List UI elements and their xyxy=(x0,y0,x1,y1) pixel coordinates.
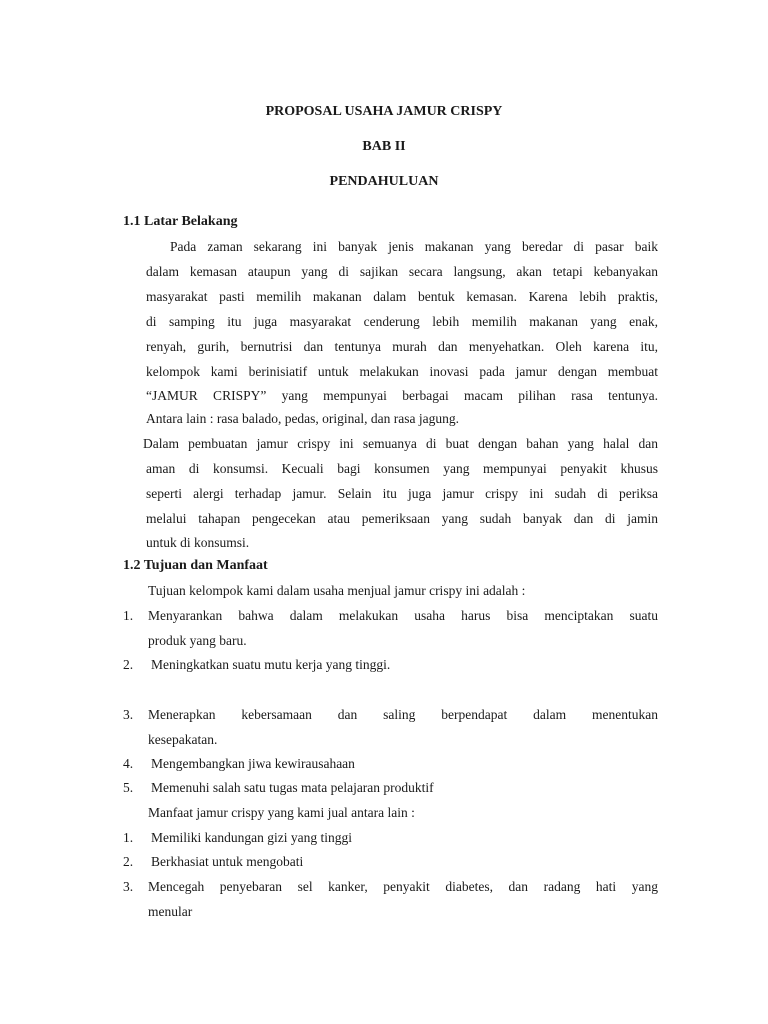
list-item-continuation: produk yang baru. xyxy=(148,633,247,648)
paragraph-line: untuk di konsumsi. xyxy=(146,535,250,550)
section-heading-tujuan-manfaat: 1.2 Tujuan dan Manfaat xyxy=(123,558,268,573)
document-title: PROPOSAL USAHA JAMUR CRISPY xyxy=(265,104,503,119)
list-number: 2. xyxy=(123,854,134,869)
paragraph-line: dalam kemasan ataupun yang di sajikan secara langsung, akan tetapi kebanyakan xyxy=(146,264,658,279)
chapter-label: BAB II xyxy=(362,139,406,154)
paragraph-line: aman di konsumsi. Kecuali bagi konsumen yang mempunyai penyakit khusus xyxy=(146,461,658,476)
paragraph-line: di samping itu juga masyarakat cenderung lebih memilih makanan yang enak, xyxy=(146,314,658,329)
list-item: Memenuhi salah satu tugas mata pelajaran produktif xyxy=(151,780,434,795)
list-number: 3. xyxy=(123,707,134,722)
paragraph-line: “JAMUR CRISPY” yang mempunyai berbagai macam pilihan rasa tentunya. xyxy=(146,388,658,403)
list-item: Berkhasiat untuk mengobati xyxy=(151,854,304,869)
list-item-continuation: menular xyxy=(148,904,193,919)
paragraph-line: masyarakat pasti memilih makanan dalam bentuk kemasan. Karena lebih praktis, xyxy=(146,289,658,304)
paragraph-line: renyah, gurih, bernutrisi dan tentunya murah dan menyehatkan. Oleh karena itu, xyxy=(146,339,658,354)
list-item: Mencegah penyebaran sel kanker, penyakit diabetes, dan radang hati yang xyxy=(148,879,658,894)
benefits-intro: Manfaat jamur crispy yang kami jual antara lain : xyxy=(148,805,415,820)
paragraph-line: Dalam pembuatan jamur crispy ini semuanya di buat dengan bahan yang halal dan xyxy=(143,436,658,451)
list-number: 2. xyxy=(123,657,134,672)
goals-intro: Tujuan kelompok kami dalam usaha menjual jamur crispy ini adalah : xyxy=(148,583,526,598)
paragraph-line: seperti alergi terhadap jamur. Selain itu juga jamur crispy ini sudah di periksa xyxy=(146,486,658,501)
list-item: Menyarankan bahwa dalam melakukan usaha harus bisa menciptakan suatu xyxy=(148,608,658,623)
list-number: 4. xyxy=(123,756,134,771)
list-item: Meningkatkan suatu mutu kerja yang tinggi. xyxy=(151,657,391,672)
paragraph-line: Antara lain : rasa balado, pedas, original, dan rasa jagung. xyxy=(146,411,460,426)
list-number: 3. xyxy=(123,879,134,894)
list-item: Menerapkan kebersamaan dan saling berpendapat dalam menentukan xyxy=(148,707,658,722)
list-number: 5. xyxy=(123,780,134,795)
list-number: 1. xyxy=(123,830,134,845)
paragraph-line: melalui tahapan pengecekan atau pemeriksaan yang sudah banyak dan di jamin xyxy=(146,511,658,526)
list-item-continuation: kesepakatan. xyxy=(148,732,218,747)
paragraph-line: Pada zaman sekarang ini banyak jenis makanan yang beredar di pasar baik xyxy=(170,239,658,254)
paragraph-line: kelompok kami berinisiatif untuk melakukan inovasi pada jamur dengan membuat xyxy=(146,364,658,379)
section-heading-latar-belakang: 1.1 Latar Belakang xyxy=(123,214,238,229)
list-number: 1. xyxy=(123,608,134,623)
chapter-title: PENDAHULUAN xyxy=(329,174,439,189)
list-item: Memiliki kandungan gizi yang tinggi xyxy=(151,830,352,845)
list-item: Mengembangkan jiwa kewirausahaan xyxy=(151,756,355,771)
